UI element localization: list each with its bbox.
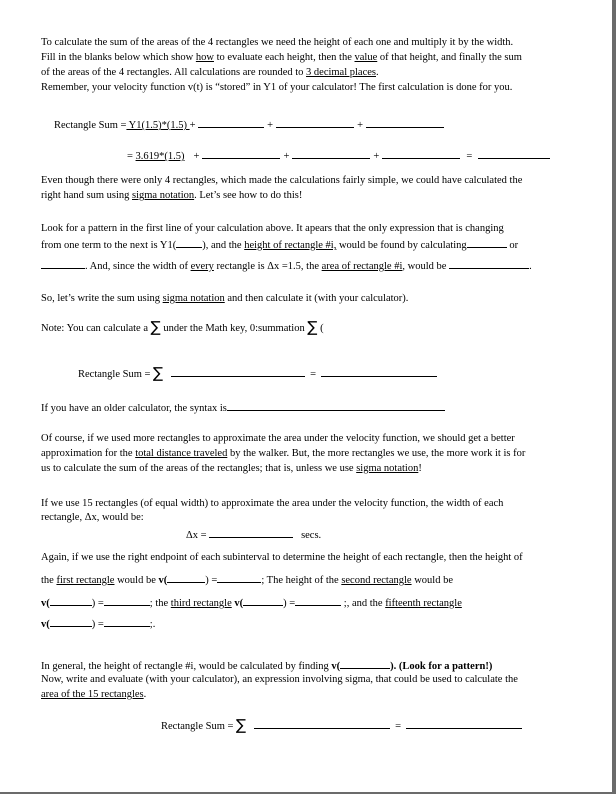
p6-line-2: [41, 511, 144, 524]
p8-text-2: Now, write and evaluate (with your calculator), an expression involving sigma, that could be used to calculate the: [41, 674, 518, 685]
p7-text-3b: ; the: [149, 598, 171, 609]
p4-sigma-notation: sigma notation: [162, 293, 225, 304]
blank-sigma-expression[interactable]: [171, 366, 305, 377]
equals-sign: =: [395, 721, 402, 732]
rect-sum-line-2: [127, 148, 550, 163]
p8-line-1: [41, 658, 492, 673]
p5-line-2: [41, 447, 525, 460]
p6-text-1: If we use 15 rectangles (of equal width) to approximate the area under the velocity function, the width of each: [41, 498, 504, 509]
dx-line: [186, 527, 321, 542]
p4-text-1a: So, let’s write the sum using: [41, 293, 163, 304]
p5-text-3a: us to calculate the sum of the areas of the rectangles; that is, unless we use: [41, 463, 357, 474]
sigma-symbol: ∑: [153, 364, 164, 382]
rect-sum-label: Rectangle Sum =: [54, 120, 127, 131]
p7-text-3c: ;, and the: [341, 598, 386, 609]
p7-third-rectangle: third rectangle: [170, 598, 232, 609]
v-open: v(: [331, 661, 341, 672]
p5-text-2a: approximation for the: [41, 448, 136, 459]
rect-sum-label: Rectangle Sum =: [78, 369, 151, 380]
p3-text-3b: rectangle is Δx =1.5, the: [213, 261, 322, 272]
dx-unit: secs.: [301, 530, 322, 541]
plus-sign: +: [189, 120, 196, 131]
p5-text-1: Of course, if we used more rectangles to approximate the area under the velocity function, we should get a better: [41, 433, 515, 444]
blank-sigma-15-expression[interactable]: [254, 718, 390, 729]
p4-line-1: [41, 292, 408, 305]
rect-sum-first-value: 3.619*(1.5): [135, 151, 185, 162]
intro-line-3: [41, 66, 379, 79]
dx-label: Δx =: [186, 530, 207, 541]
intro-text-2c: of that height, and finally the sum: [377, 52, 522, 63]
p8-area-15-rectangles: area of the 15 rectangles: [41, 689, 144, 700]
sigma-sum-line-2: [161, 718, 522, 733]
p3-text-2d: or: [506, 240, 519, 251]
intro-how: how: [195, 52, 214, 63]
p7-line-2: [41, 572, 453, 587]
p2-text-2b: . Let’s see how to do this!: [194, 190, 303, 201]
equals-sign: =: [127, 151, 133, 162]
p7-line-1: [41, 551, 523, 564]
p5-sigma-notation: sigma notation: [356, 463, 419, 474]
note-text-c: (: [317, 323, 324, 334]
p8-line-2: [41, 673, 518, 686]
blank-height-alt-expression[interactable]: [41, 258, 85, 269]
p6-line-1: [41, 497, 503, 510]
p7-text-4-end: ;.: [149, 619, 156, 630]
intro-text-1: To calculate the sum of the areas of the 4 rectangles we need the height of each one and multiply it by the width.: [41, 37, 514, 48]
p5-text-3b: !: [418, 463, 422, 474]
blank-v1-input[interactable]: [167, 572, 205, 583]
rect-sum-label: Rectangle Sum =: [161, 721, 234, 732]
p7-text-2d: would be: [411, 575, 453, 586]
rect-sum-line-1: [54, 117, 444, 132]
p3-line-2: [41, 237, 518, 252]
p3-line-1: [41, 222, 504, 235]
p5-line-1: [41, 432, 515, 445]
p3-text-2a: from one term to the next is Y1(: [41, 240, 177, 251]
blank-area-expression[interactable]: [449, 258, 529, 269]
intro-text-2a: Fill in the blanks below which show: [41, 52, 196, 63]
p2-text-2a: right hand sum using: [41, 190, 132, 201]
blank-term-2-how[interactable]: [198, 117, 264, 128]
p7-first-rectangle: first rectangle: [56, 575, 115, 586]
p2-line-1: [41, 174, 522, 187]
v-close: ) =: [91, 619, 104, 630]
p3-every: every: [190, 261, 214, 272]
intro-text-3a: of the areas of the 4 rectangles. All calculations are rounded to: [41, 67, 307, 78]
note-text-b: under the Math key, 0:summation: [160, 323, 308, 334]
v-close: ) =: [91, 598, 104, 609]
p5-line-3: [41, 462, 422, 475]
plus-sign: +: [193, 151, 200, 162]
v-open: v(: [41, 619, 50, 630]
blank-term-4-value[interactable]: [382, 148, 460, 159]
v-open: v(: [41, 598, 50, 609]
p3-text-2b: ), and the: [202, 240, 245, 251]
p3-line-3: . And, since the width of every rectangle is Δx =1.5, the area of rectangle #i, would be .: [41, 258, 532, 273]
intro-decimal-places: 3 decimal places: [306, 67, 376, 78]
p2-text-1: Even though there were only 4 rectangles, which made the calculations fairly simple, we could have calculated the: [41, 175, 523, 186]
v-open: v(: [158, 575, 168, 586]
intro-text-2b: to evaluate each height, then the: [213, 52, 355, 63]
sigma-symbol: ∑: [236, 716, 247, 734]
p7-second-rectangle: second rectangle: [341, 575, 412, 586]
blank-v2-value[interactable]: [104, 595, 150, 606]
p7-line-4: [41, 616, 155, 631]
p3-text-1: Look for a pattern in the first line of your calculation above. It apears that the only expression that is changing: [41, 223, 504, 234]
rect-sum-first-term: Y1(1.5)*(1.5): [126, 120, 190, 131]
p8-text-3b: .: [143, 689, 147, 700]
p3-height-rect-i: height of rectangle #i,: [244, 240, 337, 251]
p7-line-3: [41, 595, 462, 610]
intro-line-1: [41, 36, 513, 49]
blank-sigma-result[interactable]: [321, 366, 437, 377]
equals-sign: =: [466, 151, 473, 162]
blank-v1-value[interactable]: [217, 572, 261, 583]
intro-line-4: [41, 81, 512, 94]
blank-v3-input[interactable]: [243, 595, 283, 606]
p7-text-2b: would be: [114, 575, 159, 586]
plus-sign: +: [373, 151, 380, 162]
blank-total-sum[interactable]: [478, 148, 550, 159]
blank-term-2-value[interactable]: [202, 148, 280, 159]
sigma-symbol: ∑: [307, 318, 318, 336]
blank-term-3-value[interactable]: [292, 148, 370, 159]
blank-older-syntax[interactable]: [227, 400, 445, 411]
p7-fifteenth-rectangle: fifteenth rectangle: [385, 598, 462, 609]
p7-text-2a: the: [41, 575, 57, 586]
p5-text-2b: by the walker. But, the more rectangles we use, the more work it is for: [227, 448, 526, 459]
blank-delta-x[interactable]: [209, 527, 293, 538]
p8-line-3: [41, 688, 146, 701]
p6-text-2: rectangle, Δx, would be:: [41, 512, 144, 523]
blank-height-expression[interactable]: [467, 237, 507, 248]
p8-text-1b: ). (Look for a pattern!): [390, 661, 493, 672]
p2-sigma-notation: sigma notation: [132, 190, 195, 201]
p3-text-3a: . And, since the width of: [85, 261, 191, 272]
v-close: ) =: [283, 598, 296, 609]
blank-term-3-how[interactable]: [276, 117, 354, 128]
plus-sign: +: [283, 151, 290, 162]
plus-sign: +: [357, 120, 363, 131]
p5-total-distance: total distance traveled: [135, 448, 228, 459]
v-open: v(: [234, 598, 244, 609]
sigma-symbol: ∑: [150, 318, 161, 336]
p8-text-1a: In general, the height of rectangle #i, would be calculated by finding: [41, 661, 332, 672]
p2-line-2: [41, 189, 302, 202]
blank-v2-input[interactable]: [50, 595, 92, 606]
v-close: ) =: [205, 575, 218, 586]
p7-text-1: Again, if we use the right endpoint of each subinterval to determine the height of each rectangle, then the height of: [41, 552, 523, 563]
intro-text-4: Remember, your velocity function v(t) is “stored” in Y1 of your calculator! The first calculation is done for you.: [41, 82, 513, 93]
p3-text-3c: , would be: [402, 261, 450, 272]
intro-text-3b: .: [376, 67, 379, 78]
p4-note-line: [41, 318, 324, 336]
sigma-sum-line-1: [78, 366, 437, 381]
older-calc-text: If you have an older calculator, the syntax is: [41, 403, 227, 414]
note-text-a: Note: You can calculate a: [41, 323, 151, 334]
blank-v3-value[interactable]: [295, 595, 341, 606]
blank-changing-expression[interactable]: [176, 237, 202, 248]
blank-v15-input[interactable]: [50, 616, 92, 627]
blank-v15-value[interactable]: [104, 616, 150, 627]
p3-text-2c: would be found by calculating: [336, 240, 467, 251]
older-calc-line: [41, 400, 445, 415]
p3-area-rect-i: area of rectangle #i: [321, 261, 403, 272]
blank-term-4-how[interactable]: [366, 117, 444, 128]
intro-line-2: [41, 51, 522, 64]
blank-sigma-15-result[interactable]: [406, 718, 522, 729]
p4-text-1b: and then calculate it (with your calculator).: [224, 293, 409, 304]
intro-value: value: [354, 52, 378, 63]
plus-sign: +: [267, 120, 274, 131]
equals-sign: =: [310, 369, 317, 380]
blank-general-height[interactable]: [340, 658, 390, 669]
p7-text-2c: ; The height of the: [261, 575, 342, 586]
